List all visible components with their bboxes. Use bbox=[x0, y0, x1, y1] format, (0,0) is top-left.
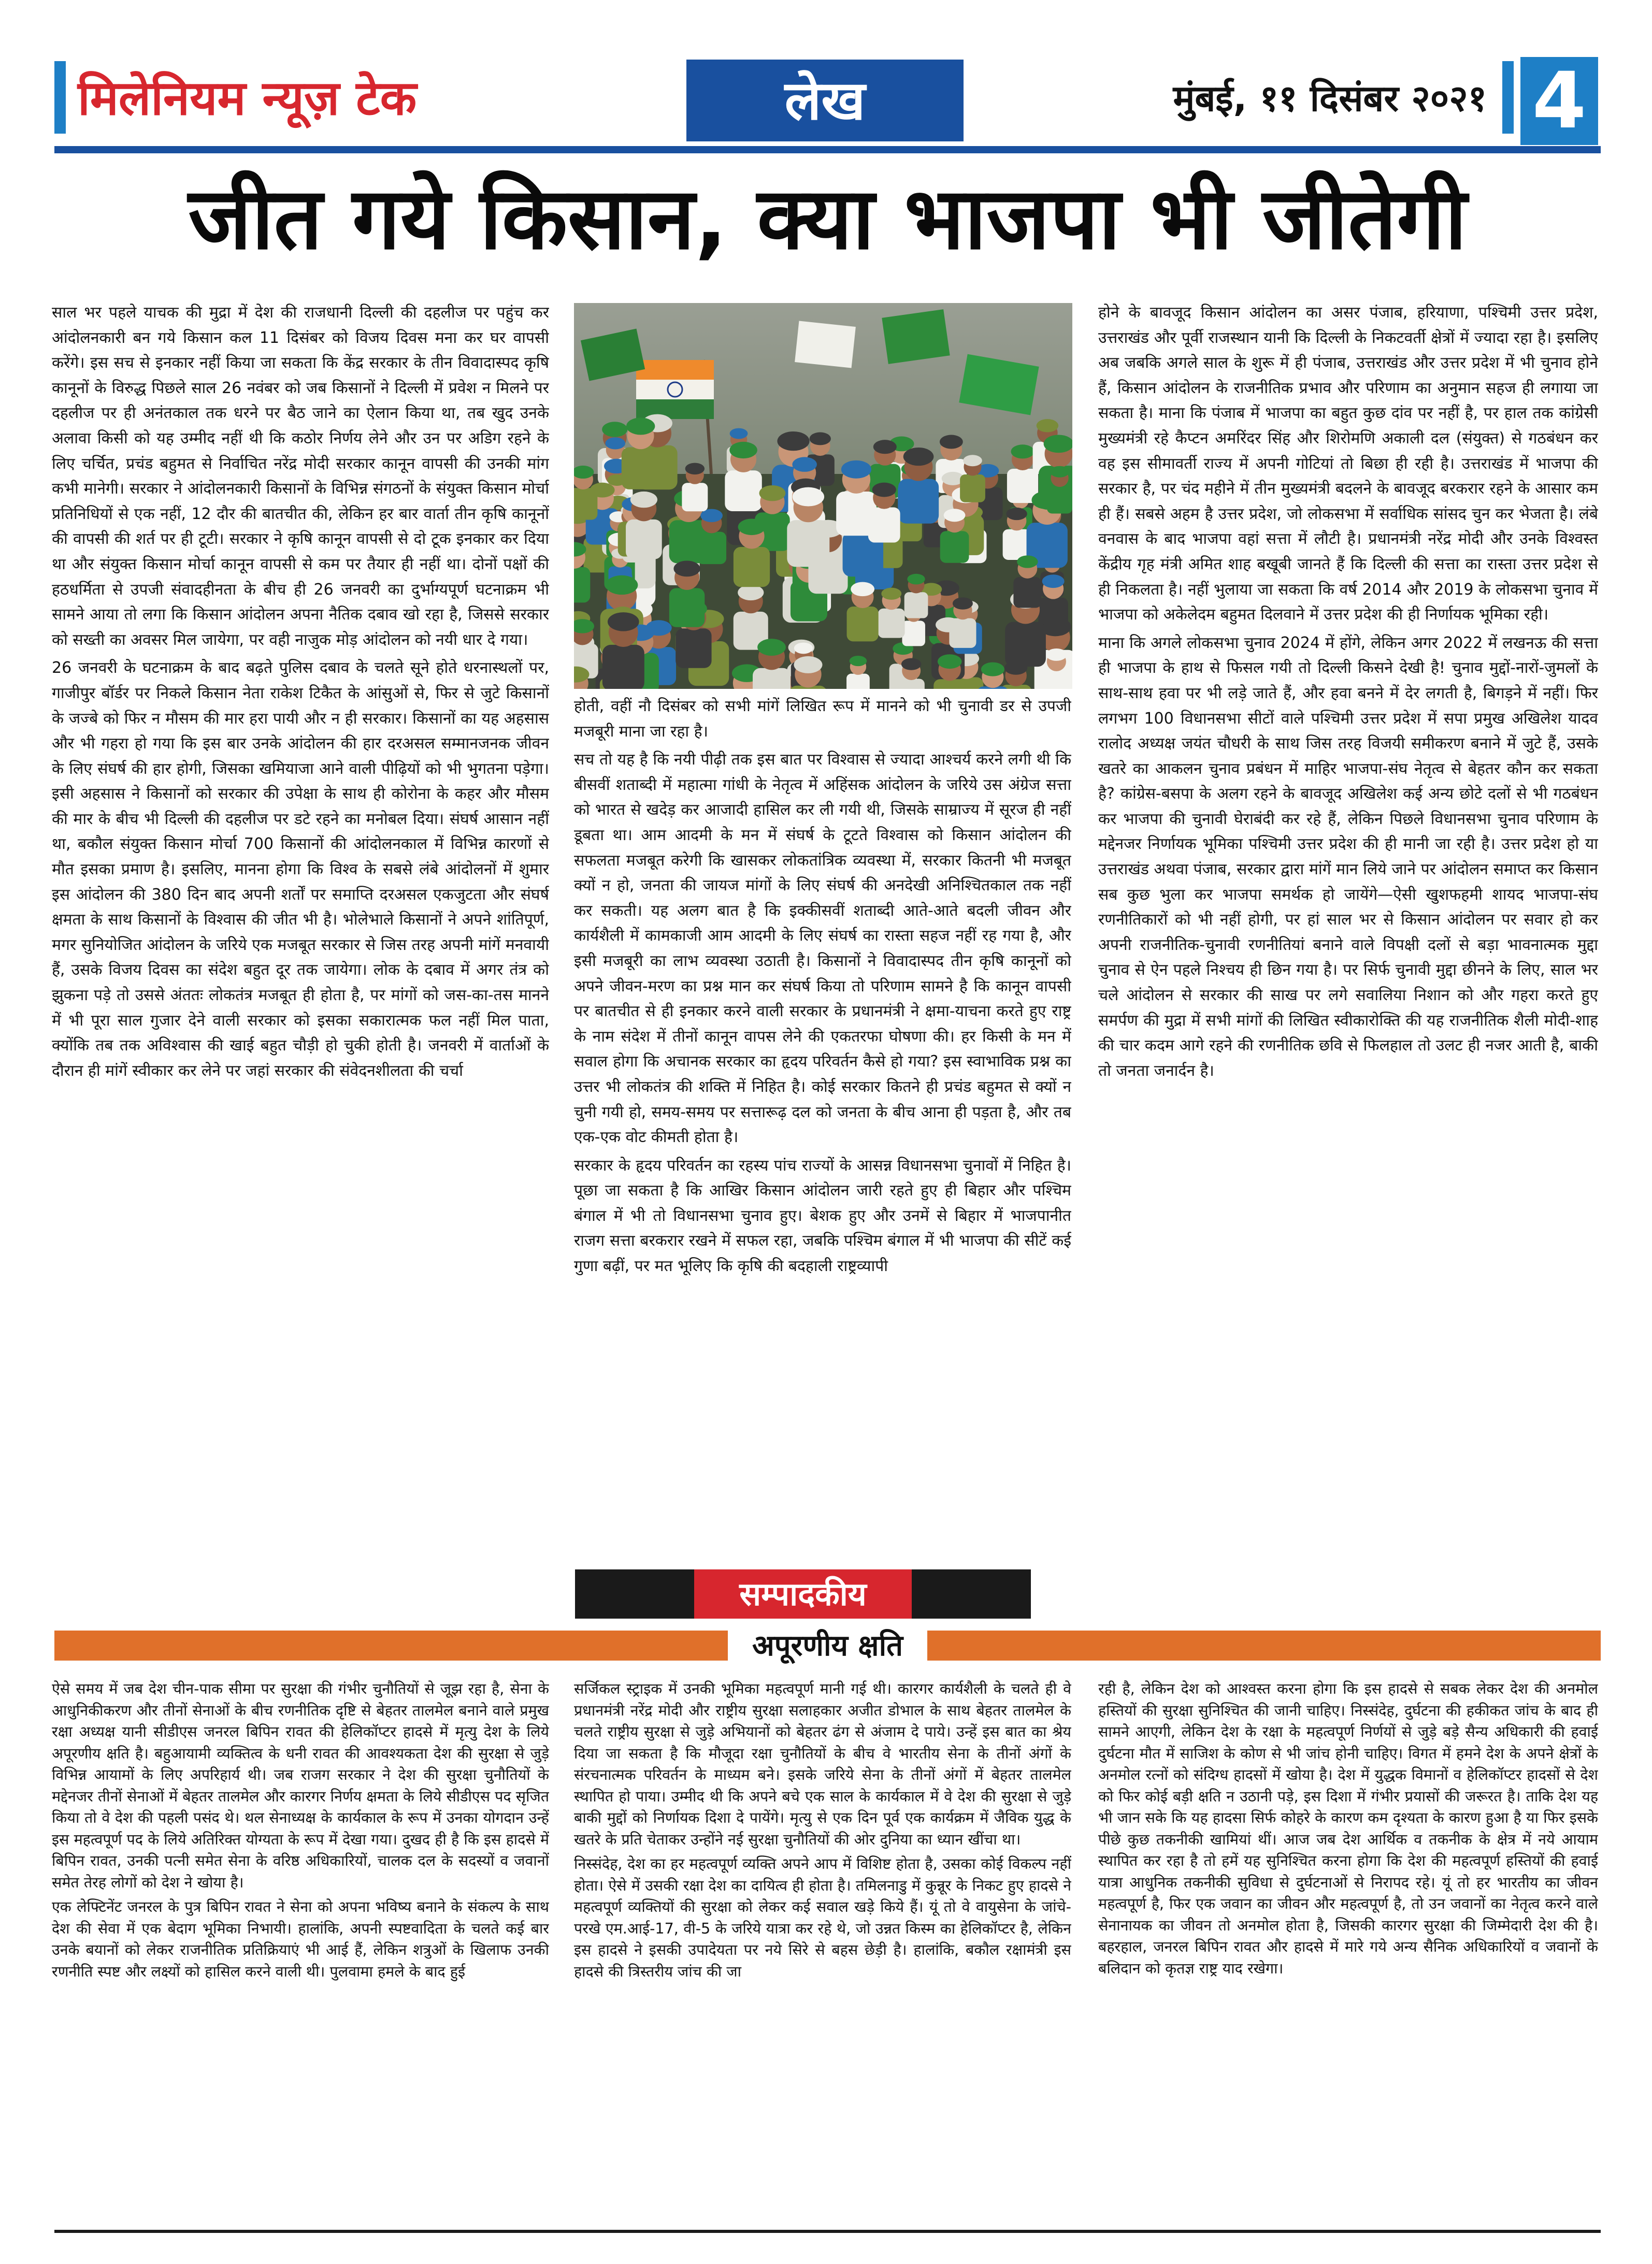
paragraph: होती, वहीं नौ दिसंबर को सभी मांगें लिखित रूप में मानने को भी चुनावी डर से उपजी मजबूरी माना जा रहा है। bbox=[574, 697, 1071, 741]
headline: जीत गये किसान, क्या भाजपा भी जीतेगी bbox=[188, 169, 1467, 268]
section-tag: लेख bbox=[686, 60, 964, 141]
article-column-2 bbox=[574, 694, 1071, 1549]
article-column-1 bbox=[52, 300, 549, 1549]
header-rule bbox=[54, 146, 1601, 153]
editorial-column-1 bbox=[52, 1678, 549, 2222]
editorial-rule-left bbox=[54, 1631, 728, 1661]
paragraph: माना कि अगले लोकसभा चुनाव 2024 में होंगे, लेकिन अगर 2022 में लखनऊ की सत्ता ही भाजपा के हाथ से फिसल गयी तो दिल्ली किसने देखी है! चुनाव मुद्दों-नारों-जुमलों के साथ-साथ हवा पर भी लड़े जाते हैं, और हवा बनने में देर लगती है, बिगड़ने में नहीं। फिर लगभग 100 विधानसभा सीटों वाले पश्चिमी उत्तर प्रदेश में सपा प्रमुख अखिलेश यादव रालोद अध्यक्ष जयंत चौधरी के साथ जिस तरह विजयी समीकरण बनाने में जुटे हैं, उसके खतरे का आकलन चुनाव प्रबंधन में माहिर भाजपा-संघ नेतृत्व से बेहतर कौन कर सकता है? कांग्रेस-बसपा के अलग रहने के बावजूद अखिलेश कई अन्य छोटे दलों से भी गठबंधन कर भाजपा की चुनावी घेराबंदी कर रहे हैं, लेकिन पिछले विधानसभा चुनाव परिणाम के मद्देनजर निर्णायक भूमिका पश्चिमी उत्तर प्रदेश की ही मानी जा रही है। उत्तर प्रदेश हो या उत्तराखंड अथवा पंजाब, सरकार द्वारा मांगें मान लिये जाने पर आंदोलन समाप्त कर किसान सब कुछ भुला कर भाजपा समर्थक हो जायेंगे—ऐसी खुशफहमी शायद भाजपा-संघ रणनीतिकारों को भी नहीं होगी, पर हां साल भर से किसान आंदोलन पर सवार हो कर अपनी राजनीतिक-चुनावी रणनीतियां बनाने वाले विपक्षी दलों से बड़ा भावनात्मक मुद्दा चुनाव से ऐन पहले निश्चय ही छिन गया है। पर सिर्फ चुनावी मुद्दा छीनने के लिए, साल भर चले आंदोलन से सरकार की साख पर लगे सवालिया निशान को और गहरा करते हुए समर्पण की मुद्रा में सभी मांगों की लिखित स्वीकारोक्ति की यह राजनीतिक शैली मोदी-शाह की चार कदम आगे रहने की रणनीतिक छवि से फिलहाल तो उलट ही नजर आती है, बाकी तो जनता जनार्दन है। bbox=[1098, 633, 1598, 1080]
paragraph: निस्संदेह, देश का हर महत्वपूर्ण व्यक्ति अपने आप में विशिष्ट होता है, उसका कोई विकल्प नहीं होता। ऐसे में उसकी रक्षा देश का दायित्व ही होता है। तमिलनाडु में कुन्नूर के निकट हुए हादसे ने महत्वपूर्ण व्यक्तियों की सुरक्षा को लेकर कई सवाल खड़े किये हैं। यूं तो वे वायुसेना के जांचे-परखे एम.आई-17, वी-5 के जरिये यात्रा कर रहे थे, जो उन्नत किस्म का हेलिकॉप्टर है, लेकिन इस हादसे ने इसकी उपादेयता पर नये सिरे से बहस छेड़ी है। हालांकि, बकौल रक्षामंत्री इस हादसे की त्रिस्तरीय जांच की जा bbox=[574, 1855, 1071, 1980]
brand-name: मिलेनियम न्यूज़ टेक bbox=[78, 70, 417, 126]
paragraph: साल भर पहले याचक की मुद्रा में देश की राजधानी दिल्ली की दहलीज पर पहुंच कर आंदोलनकारी बन गये किसान कल 11 दिसंबर को विजय दिवस मना कर घर वापसी करेंगे। इस सच से इनकार नहीं किया जा सकता कि केंद्र सरकार के तीन विवादास्पद कृषि कानूनों के विरुद्ध पिछले साल 26 नवंबर को जब किसानों ने दिल्ली में प्रवेश न मिलने पर दहलीज पर ही अनंतकाल तक धरने पर बैठ जाने का ऐलान किया था, तब खुद उनके अलावा किसी को यह उम्मीद नहीं थी कि कठोर निर्णय लेने और उन पर अडिग रहने के लिए चर्चित, प्रचंड बहुमत से निर्वाचित नरेंद्र मोदी सरकार कानून वापसी की उनकी मांग कभी मानेगी। सरकार ने आंदोलनकारी किसानों के विभिन्न संगठनों के संयुक्त किसान मोर्चा प्रतिनिधियों से एक नहीं, 12 दौर की बातचीत की, लेकिन हर बार वार्ता तीन कृषि कानूनों की वापसी की शर्त पर ही टूटी। सरकार ने कृषि कानून वापसी से दो टूक इनकार कर दिया था और संयुक्त किसान मोर्चा कानून वापसी से कम पर तैयार ही नहीं था। दोनों पक्षों की हठधर्मिता से उपजी संवादहीनता के बीच ही 26 जनवरी का दुर्भाग्यपूर्ण घटनाक्रम भी सामने आया तो लगा कि किसान आंदोलन अपना नैतिक दबाव खो रहा है, जिससे सरकार को सख्ती का अवसर मिल जायेगा, पर वही नाजुक मोड़ आंदोलन को नयी धार दे गया। bbox=[52, 304, 549, 649]
masthead-left-bar bbox=[54, 61, 66, 134]
dateline: मुंबई, ११ दिसंबर २०२१ bbox=[1173, 77, 1487, 120]
editorial-rule-right bbox=[927, 1631, 1601, 1661]
paragraph: ऐसे समय में जब देश चीन-पाक सीमा पर सुरक्षा की गंभीर चुनौतियों से जूझ रहा है, सेना के आधुनिकीकरण और तीनों सेनाओं के बीच रणनीतिक दृष्टि से बेहतर तालमेल बनाने वाले प्रमुख रक्षा अध्यक्ष यानी सीडीएस जनरल बिपिन रावत की हेलिकॉप्टर हादसे में मृत्यु देश के लिये अपूरणीय क्षति है। बहुआयामी व्यक्तित्व के धनी रावत की आवश्यकता देश की सुरक्षा से जुड़े विभिन्न आयामों के लिए अपरिहार्य थी। जब राजग सरकार ने देश की सुरक्षा चुनौतियों के मद्देनजर तीनों सेनाओं में बेहतर तालमेल और कारगर निर्णय क्षमता के लिये सीडीएस पद सृजित किया तो वे देश की पहली पसंद थे। थल सेनाध्यक्ष के कार्यकाल के रूप में उनका योगदान उन्हें इस महत्वपूर्ण पद के लिये अतिरिक्त योग्यता के रूप में देखा गया। दुखद ही है कि इस हादसे में बिपिन रावत, उनकी पत्नी समेत सेना के वरिष्ठ अधिकारियों, चालक दल के सदस्यों व जवानों समेत तेरह लोगों को देश ने खोया है। bbox=[52, 1680, 549, 1891]
masthead-right-bar bbox=[1502, 61, 1514, 134]
paragraph: होने के बावजूद किसान आंदोलन का असर पंजाब, हरियाणा, पश्चिमी उत्तर प्रदेश, उत्तराखंड और पूर्वी राजस्थान यानी कि दिल्ली के निकटवर्ती क्षेत्रों में ज्यादा रहा है। इसलिए अब जबकि अगले साल के शुरू में ही पंजाब, उत्तराखंड और उत्तर प्रदेश में भी चुनाव होने हैं, किसान आंदोलन के राजनीतिक प्रभाव और परिणाम का अनुमान सहज ही लगाया जा सकता है। माना कि पंजाब में भाजपा का बहुत कुछ दांव पर नहीं है, पर हाल तक कांग्रेसी मुख्यमंत्री रहे कैप्टन अमरिंदर सिंह और शिरोमणि अकाली दल (संयुक्त) से गठबंधन कर वह इस सीमावर्ती राज्य में अपनी गोटियां तो बिछा ही रही है। उत्तराखंड में भाजपा की सरकार है, पर चंद महीने में तीन मुख्यमंत्री बदलने के बावजूद बरकरार रहने के आसार कम ही हैं। सबसे अहम है उत्तर प्रदेश, जो लोकसभा में सर्वाधिक सांसद चुन कर भेजता है। लंबे वनवास के बाद भाजपा वहां सत्ता में लौटी है। प्रधानमंत्री नरेंद्र मोदी और उनके विश्वस्त केंद्रीय गृह मंत्री अमित शाह बखूबी जानते हैं कि दिल्ली की सत्ता का रास्ता उत्तर प्रदेश से ही निकलता है। नहीं भुलाया जा सकता कि वर्ष 2014 और 2019 के लोकसभा चुनाव में भाजपा को अकेलेदम बहुमत दिलवाने में उत्तर प्रदेश की ही निर्णायक भूमिका रही। bbox=[1098, 304, 1598, 624]
paragraph: एक लेफ्टिनेंट जनरल के पुत्र बिपिन रावत ने सेना को अपना भविष्य बनाने के संकल्प के साथ देश की सेवा में एक बेदाग भूमिका निभायी। हालांकि, अपनी स्पष्टवादिता के चलते कई बार उनके बयानों को लेकर राजनीतिक प्रतिक्रियाएं भी आई हैं, लेकिन शत्रुओं के खिलाफ उनकी रणनीति स्पष्ट और लक्ष्यों को हासिल करने वाली थी। पुलवामा हमले के बाद हुई bbox=[52, 1898, 549, 1980]
paragraph: 26 जनवरी के घटनाक्रम के बाद बढ़ते पुलिस दबाव के चलते सूने होते धरनास्थलों पर, गाजीपुर बॉर्डर पर निकले किसान नेता राकेश टिकैत के आंसुओं से, फिर से जुटे किसानों के जज्बे को फिर न मौसम की मार हरा पायी और न ही सरकार। किसानों का यह अहसास और भी गहरा हो गया कि इस बार उनके आंदोलन की हार दरअसल सम्मानजनक जीवन के लिए संघर्ष की हार होगी, जिसका खमियाजा आने वाली पीढ़ियों को भी भुगतना पड़ेगा। इसी अहसास ने किसानों को सरकार की उपेक्षा के साथ ही कोरोना के कहर और मौसम की मार के बीच भी दिल्ली की दहलीज पर डटे रहने का मनोबल दिया। संघर्ष आसान नहीं था, बकौल संयुक्त किसान मोर्चा 700 किसानों की आंदोलनकाल में विभिन्न कारणों से मौत इसका प्रमाण है। इसलिए, मानना होगा कि विश्व के सबसे लंबे आंदोलनों में शुमार इस आंदोलन की 380 दिन बाद अपनी शर्तों पर समाप्ति दरअसल एकजुटता और संघर्ष क्षमता के साथ किसानों के विश्वास की जीत भी है। भोलेभाले किसानों ने अपने शांतिपूर्ण, मगर सुनियोजित आंदोलन के जरिये एक मजबूत सरकार से जिस तरह अपनी मांगें मनवायी हैं, उसके विजय दिवस का संदेश बहुत दूर तक जायेगा। लोक के दबाव में अगर तंत्र को झुकना पड़े तो उससे अंततः लोकतंत्र मजबूत ही होता है, पर मांगों को जस-का-तस मानने में भी पूरा साल गुजार देने वाली सरकार को इसका सकारात्मक फल नहीं मिल पाता, क्योंकि तब तक अविश्वास की खाई बहुत चौड़ी हो चुकी होती है। जनवरी में वार्ताओं के दौरान ही मांगें स्वीकार कर लेने पर जहां सरकार की संवेदनशीलता की चर्चा bbox=[52, 659, 549, 1080]
bottom-rule bbox=[54, 2230, 1601, 2233]
paragraph: सरकार के हृदय परिवर्तन का रहस्य पांच राज्यों के आसन्न विधानसभा चुनावों में निहित है। पूछा जा सकता है कि आखिर किसान आंदोलन जारी रहते हुए ही बिहार और पश्चिम बंगाल में भी तो विधानसभा चुनाव हुए। बेशक हुए और उनमें से बिहार में भाजपानीत राजग सत्ता बरकरार रखने में सफल रहा, जबकि पश्चिम बंगाल में भी भाजपा की सीटें कई गुणा बढ़ीं, पर मत भूलिए कि कृषि की बदहाली राष्ट्रव्यापी bbox=[574, 1156, 1071, 1276]
paragraph: सर्जिकल स्ट्राइक में उनकी भूमिका महत्वपूर्ण मानी गई थी। कारगर कार्यशैली के चलते ही वे प्रधानमंत्री नरेंद्र मोदी और राष्ट्रीय सुरक्षा सलाहकार अजीत डोभाल के साथ बेहतर तालमेल के चलते राष्ट्रीय सुरक्षा से जुड़े अभियानों को बेहतर ढंग से अंजाम दे पाये। उन्हें इस बात का श्रेय दिया जा सकता है कि मौजूदा रक्षा चुनौतियों के बीच वे भारतीय सेना के तीनों अंगों के संरचनात्मक परिवर्तन के माध्यम बने। इसके जरिये सेना के तीनों अंगों में बेहतर तालमेल स्थापित हो पाया। उम्मीद थी कि अपने बचे एक साल के कार्यकाल में वे देश की सुरक्षा से जुड़े बाकी मुद्दों को निर्णायक दिशा दे पायेंगे। मृत्यु से एक दिन पूर्व एक कार्यक्रम में जैविक युद्ध के खतरे के प्रति चेताकर उन्होंने नई सुरक्षा चुनौतियों की ओर दुनिया का ध्यान खींचा था। bbox=[574, 1680, 1071, 1848]
page-number: 4 bbox=[1520, 57, 1598, 145]
paragraph: सच तो यह है कि नयी पीढ़ी तक इस बात पर विश्वास से ज्यादा आश्चर्य करने लगी थी कि बीसवीं शताब्दी में महात्मा गांधी के नेतृत्व में अहिंसक आंदोलन के जरिये उस अंग्रेज सत्ता को भारत से खदेड़ कर आजादी हासिल कर ली गयी थी, जिसके साम्राज्य में सूरज ही नहीं डूबता था। आम आदमी के मन में संघर्ष के टूटते विश्वास को किसान आंदोलन की सफलता मजबूत करेगी कि खासकर लोकतांत्रिक व्यवस्था में, सरकार कितनी भी मजबूत क्यों न हो, जनता की जायज मांगों के लिए संघर्ष की अनदेखी अनिश्चितकाल तक नहीं कर सकती। यह अलग बात है कि इक्कीसवीं शताब्दी आते-आते बदली जीवन और कार्यशैली में कामकाजी आम आदमी के लिए संघर्ष का रास्ता सहज नहीं रह गया है, और इसी मजबूरी का लाभ व्यवस्था उठाती है। किसानों ने विवादास्पद तीन कृषि कानूनों को अपने जीवन-मरण का प्रश्न मान कर संघर्ष किया तो परिणाम सामने है कि कानून वापसी पर बातचीत से ही इनकार करने वाली सरकार के प्रधानमंत्री ने क्षमा-याचना करते हुए राष्ट्र के नाम संदेश में तीनों कानून वापस लेने की एकतरफा घोषणा की। हर किसी के मन में सवाल होगा कि अचानक सरकार का हृदय परिवर्तन कैसे हो गया? इस स्वाभाविक प्रश्न का उत्तर भी लोकतंत्र की शक्ति में निहित है। कोई सरकार कितने ही प्रचंड बहुमत से क्यों न चुनी गयी हो, समय-समय पर सत्तारूढ़ दल को जनता के बीच आना ही पड़ता है, और तब एक-एक वोट कीमती होता है। bbox=[574, 751, 1071, 1147]
editorial-title: अपूरणीय क्षति bbox=[752, 1629, 903, 1663]
editorial-tag: सम्पादकीय bbox=[694, 1569, 912, 1619]
farmers-celebration-photo bbox=[574, 303, 1072, 689]
paragraph: रही है, लेकिन देश को आश्वस्त करना होगा कि इस हादसे से सबक लेकर देश की अनमोल हस्तियों की सुरक्षा सुनिश्चित की जानी चाहिए। निस्संदेह, दुर्घटना की हकीकत जांच के बाद ही सामने आएगी, लेकिन देश के रक्षा के महत्वपूर्ण निर्णयों से जुड़े बड़े सैन्य अधिकारी की हवाई दुर्घटना मौत में साजिश के कोण से भी जांच होनी चाहिए। विगत में हमने देश के अपने क्षेत्रों के अनमोल रत्नों को संदिग्ध हादसों में खोया है। देश में युद्धक विमानों व हेलिकॉप्टर हादसों से देश को फिर कोई बड़ी क्षति न उठानी पड़े, इस दिशा में गंभीर प्रयासों की जरूरत है। ताकि देश यह भी जान सके कि यह हादसा सिर्फ कोहरे के कारण कम दृश्यता के कारण हुआ है या फिर इसके पीछे कुछ तकनीकी खामियां थीं। आज जब देश आर्थिक व तकनीक के क्षेत्र में नये आयाम स्थापित कर रहा है तो हमें यह सुनिश्चित करना होगा कि देश की महत्वपूर्ण हस्तियों की हवाई यात्रा आधुनिक तकनीकी सुविधा से दुर्घटनाओं से निरापद रहे। यूं तो हर भारतीय का जीवन महत्वपूर्ण है, फिर एक जवान का जीवन और महत्वपूर्ण है, तो उन जवानों का नेतृत्व करने वाले सेनानायक का जीवन तो अनमोल होता है, जिसकी कारगर सुरक्षा की जिम्मेदारी देश की है। बहरहाल, जनरल बिपिन रावत और हादसे में मारे गये अन्य सैनिक अधिकारियों व जवानों के बलिदान को कृतज्ञ राष्ट्र याद रखेगा। bbox=[1098, 1680, 1598, 1977]
editorial-column-3 bbox=[1098, 1678, 1598, 2222]
editorial-column-2 bbox=[574, 1678, 1071, 2222]
article-column-3 bbox=[1098, 300, 1598, 1549]
